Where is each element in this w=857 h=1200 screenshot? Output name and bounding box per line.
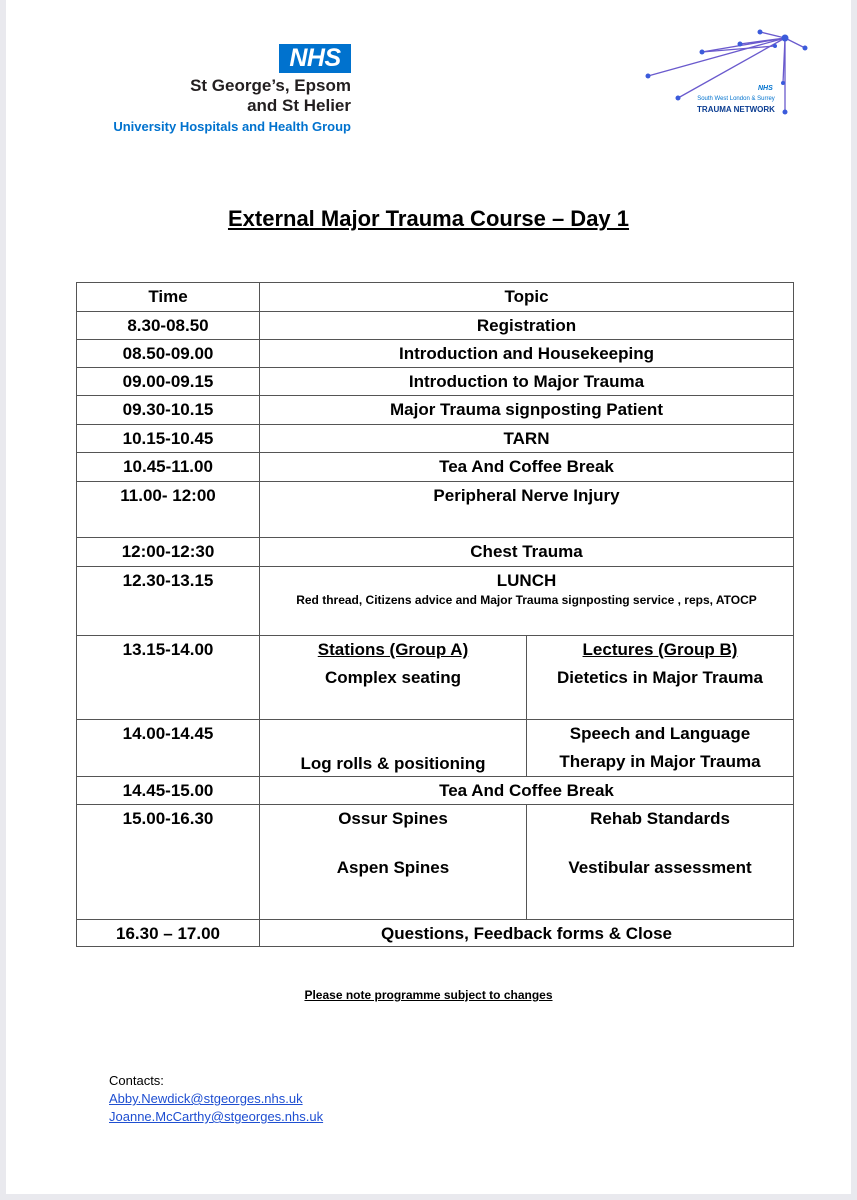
- group-b-topic-line2: Therapy in Major Trauma: [559, 752, 761, 771]
- nhs-logo: NHS: [279, 44, 351, 73]
- group-a-topic-line1: Ossur Spines: [338, 809, 448, 828]
- time-cell: 13.15-14.00: [77, 636, 260, 720]
- topic-cell: Registration: [260, 312, 794, 340]
- topic-cell: Chest Trauma: [260, 538, 794, 567]
- email-link-abby[interactable]: Abby.Newdick@stgeorges.nhs.uk: [109, 1091, 303, 1106]
- time-cell: 15.00-16.30: [77, 805, 260, 920]
- table-row: [77, 777, 794, 805]
- topic-cell: Major Trauma signposting Patient: [260, 396, 794, 425]
- table-row: [77, 396, 794, 425]
- time-cell: 14.00-14.45: [77, 720, 260, 777]
- group-b-topic-line2: Vestibular assessment: [568, 858, 752, 877]
- network-nhs-mark: NHS: [758, 85, 773, 92]
- table-row: [77, 453, 794, 482]
- group-a-cell: [260, 636, 527, 720]
- topic-cell: Introduction and Housekeeping: [260, 340, 794, 368]
- table-row: [77, 312, 794, 340]
- org-name-line2: and St Helier: [247, 96, 351, 115]
- contacts-label: Contacts:: [109, 1073, 164, 1088]
- network-name: TRAUMA NETWORK: [697, 105, 775, 114]
- org-name-line1: St George’s, Epsom: [190, 76, 351, 95]
- time-cell: 16.30 – 17.00: [77, 920, 260, 947]
- email-link-joanne[interactable]: Joanne.McCarthy@stgeorges.nhs.uk: [109, 1109, 324, 1124]
- table-row: [77, 538, 794, 567]
- table-row: [77, 720, 794, 777]
- group-b-topic-line1: Rehab Standards: [590, 809, 730, 828]
- time-cell: 09.00-09.15: [77, 368, 260, 396]
- header-time: Time: [77, 283, 260, 312]
- group-a-cell: Log rolls & positioning: [260, 720, 527, 777]
- topic-cell: TARN: [260, 425, 794, 453]
- page-title: External Major Trauma Course – Day 1: [227, 206, 630, 231]
- group-b-heading: Lectures (Group B): [582, 640, 738, 659]
- org-name-line3: University Hospitals and Health Group: [113, 119, 351, 134]
- lunch-details: Red thread, Citizens advice and Major Trauma signposting service , reps, ATOCP: [296, 593, 757, 607]
- time-cell: 14.45-15.00: [77, 777, 260, 805]
- header-topic: Topic: [260, 283, 794, 312]
- time-cell: 8.30-08.50: [77, 312, 260, 340]
- time-cell: 12.30-13.15: [77, 567, 260, 636]
- time-cell: 10.45-11.00: [77, 453, 260, 482]
- table-header-row: [77, 283, 794, 312]
- table-row: [77, 368, 794, 396]
- topic-cell: [260, 567, 794, 636]
- topic-cell: Peripheral Nerve Injury: [260, 482, 794, 538]
- group-a-topic: Complex seating: [324, 668, 462, 687]
- time-cell: 08.50-09.00: [77, 340, 260, 368]
- table-row: [77, 805, 794, 920]
- group-a-topic-line2: Aspen Spines: [336, 858, 450, 877]
- table-row: [77, 425, 794, 453]
- time-cell: 11.00- 12:00: [77, 482, 260, 538]
- programme-table: [76, 282, 794, 947]
- topic-cell: Tea And Coffee Break: [260, 453, 794, 482]
- group-a-cell: [260, 805, 527, 920]
- topic-cell: Tea And Coffee Break: [260, 777, 794, 805]
- topic-cell: Questions, Feedback forms & Close: [260, 920, 794, 947]
- group-b-cell: [527, 636, 794, 720]
- group-a-heading: Stations (Group A): [317, 640, 469, 659]
- table-row: [77, 482, 794, 538]
- table-row: [77, 636, 794, 720]
- lunch-label: LUNCH: [496, 571, 557, 590]
- network-region: South West London & Surrey: [697, 96, 775, 102]
- time-cell: 09.30-10.15: [77, 396, 260, 425]
- table-row: [77, 920, 794, 947]
- programme-note: Please note programme subject to changes: [304, 988, 553, 1002]
- table-row: [77, 340, 794, 368]
- contacts-block: [109, 1072, 323, 1126]
- group-b-topic: Dietetics in Major Trauma: [557, 668, 763, 687]
- group-b-cell: [527, 805, 794, 920]
- time-cell: 12:00-12:30: [77, 538, 260, 567]
- group-b-cell: [527, 720, 794, 777]
- topic-cell: Introduction to Major Trauma: [260, 368, 794, 396]
- time-cell: 10.15-10.45: [77, 425, 260, 453]
- table-row: [77, 567, 794, 636]
- group-b-topic-line1: Speech and Language: [569, 724, 751, 743]
